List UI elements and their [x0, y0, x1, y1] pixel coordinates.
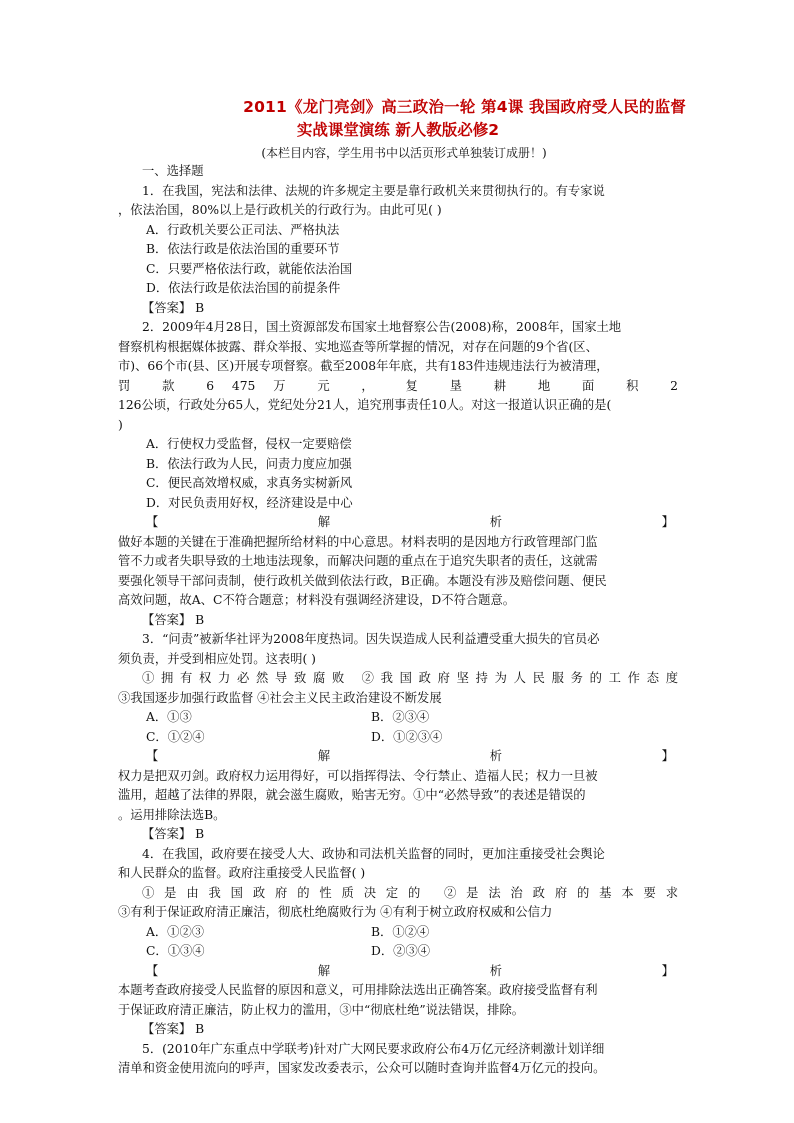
- question-2-stem-line2: 督察机构根据媒体披露、群众举报、实地巡查等所掌握的情况，对存在问题的9个省(区、: [118, 339, 598, 354]
- question-2-stem-line1: 2．2009年4月28日，国土资源部发布国家土地督察公告(2008)称，2008年，国家土地: [142, 320, 622, 334]
- question-2-answer: 【答案】 B: [142, 612, 205, 627]
- question-1-option-b: B．依法行政是依法治国的重要环节: [146, 242, 340, 256]
- question-4-options-row2: C．①③④ D．②③④: [146, 944, 431, 958]
- question-3-explain-line3: 。运用排除法选B。: [118, 807, 226, 822]
- question-2-explain-line2: 管不力或者失职导致的土地违法现象，而解决问题的重点在于追究失职者的责任，这就需: [118, 554, 598, 568]
- document-note: (本栏目内容，学生用书中以活页形式单独装订成册！): [261, 146, 547, 160]
- question-2-option-a: A．行使权力受监督，侵权一定要赔偿: [146, 437, 352, 451]
- section-heading: 一、选择题: [142, 164, 204, 178]
- document-title-line1: 2011《龙门亮剑》高三政治一轮 第4课 我国政府受人民的监督: [243, 98, 686, 116]
- question-2-stem-line6: ): [118, 417, 123, 432]
- question-4-explain-line2: 于保证政府清正廉洁，防止权力的滥用，③中“彻底杜绝”说法错误，排除。: [118, 1002, 525, 1017]
- question-4-options-row1: A．①②③ B．①②④: [146, 924, 430, 939]
- question-2-option-b: B．依法行政为人民，问责力度应加强: [146, 456, 352, 471]
- question-3-explain-heading: 【 解 析 】: [146, 749, 674, 763]
- question-2-stem-line5: 126公顷，行政处分65人，党纪处分21人，追究刑事责任10人。对这一报道认识正确的是(: [118, 398, 612, 412]
- question-3-options-row2: C．①②④ D．①②③④: [146, 729, 443, 744]
- question-2-explain-line1: 做好本题的关键在于准确把握所给材料的中心意思。材料表明的是因地方行政管理部门监: [118, 534, 598, 549]
- question-3-stem-line1: 3．“问责”被新华社评为2008年度热词。因失误造成人民利益遭受重大损失的官员必: [142, 632, 600, 646]
- question-5-stem-line1: 5．(2010年广东重点中学联考)针对广大网民要求政府公布4万亿元经济刺激计划详细: [142, 1041, 605, 1056]
- document-title-line2: 实战课堂演练 新人教版必修2: [296, 121, 500, 139]
- question-2-explain-line3: 要强化领导干部问责制，使行政机关做到依法行政，B正确。本题没有涉及赔偿问题、便民: [118, 573, 607, 588]
- question-2-stem-line3: 市)、66个市(县、区)开展专项督察。截至2008年年底，共有183件违规违法行为被清理，: [118, 359, 609, 373]
- document-page: [118, 96, 686, 1079]
- question-2-stem-line4: 罚 款 6 475 万 元 ， 复 垦 耕 地 面 积 2: [118, 378, 678, 393]
- question-2-explain-heading: 【 解 析 】: [146, 515, 674, 529]
- question-2-explain-line4: 高效问题，故A、C不符合题意；材料没有强调经济建设，D不符合题意。: [118, 593, 516, 607]
- question-1-option-d: D．依法行政是依法治国的前提条件: [146, 281, 341, 295]
- question-2-option-d: D．对民负责用好权，经济建设是中心: [146, 495, 353, 510]
- question-4-stem-line2: 和人民群众的监督。政府注重接受人民监督( ): [118, 866, 366, 880]
- question-3-stem-line2: 须负责，并受到相应处罚。这表明( ): [118, 651, 316, 666]
- question-3-explain-line1: 权力是把双刃剑。政府权力运用得好，可以指挥得法、令行禁止、造福人民；权力一旦被: [118, 768, 598, 783]
- question-3-answer: 【答案】 B: [142, 827, 205, 841]
- question-3-explain-line2: 滥用，超越了法律的界限，就会滋生腐败，贻害无穷。①中“必然导致”的表述是错误的: [118, 788, 586, 802]
- question-4-explain-heading: 【 解 析 】: [146, 963, 674, 978]
- question-1-stem-line2: ，依法治国，80%以上是行政机关的行政行为。由此可见( ): [118, 203, 442, 217]
- question-4-item-line2: ③有利于保证政府清正廉洁，彻底杜绝腐败行为 ④有利于树立政府权威和公信力: [118, 905, 553, 919]
- question-3-item-line1: ①拥有权力必然导致腐败 ②我国政府坚持为人民服务的工作态度: [142, 671, 678, 685]
- question-4-item-line1: ①是由我国政府的性质决定的 ②是法治政府的基本要求: [142, 885, 678, 900]
- question-4-answer: 【答案】 B: [142, 1022, 205, 1036]
- question-3-options-row1: A．①③ B．②③④: [146, 710, 430, 724]
- question-3-item-line2: ③我国逐步加强行政监督 ④社会主义民主政治建设不断发展: [118, 690, 442, 705]
- question-4-stem-line1: 4．在我国，政府要在接受人大、政协和司法机关监督的同时，更加注重接受社会舆论: [142, 846, 605, 861]
- question-1-option-c: C．只要严格依法行政，就能依法治国: [146, 261, 353, 276]
- question-1-stem-line1: 1．在我国，宪法和法律、法规的许多规定主要是靠行政机关来贯彻执行的。有专家说: [142, 183, 605, 198]
- question-5-stem-line2: 清单和资金使用流向的呼声，国家发改委表示，公众可以随时查询并监督4万亿元的投向。: [118, 1061, 606, 1075]
- question-4-explain-line1: 本题考查政府接受人民监督的原因和意义，可用排除法选出正确答案。政府接受监督有利: [118, 983, 598, 997]
- question-1-option-a: A．行政机关要公正司法、严格执法: [146, 222, 340, 237]
- question-1-answer: 【答案】 B: [142, 300, 205, 315]
- question-2-option-c: C．便民高效增权威，求真务实树新风: [146, 476, 353, 490]
